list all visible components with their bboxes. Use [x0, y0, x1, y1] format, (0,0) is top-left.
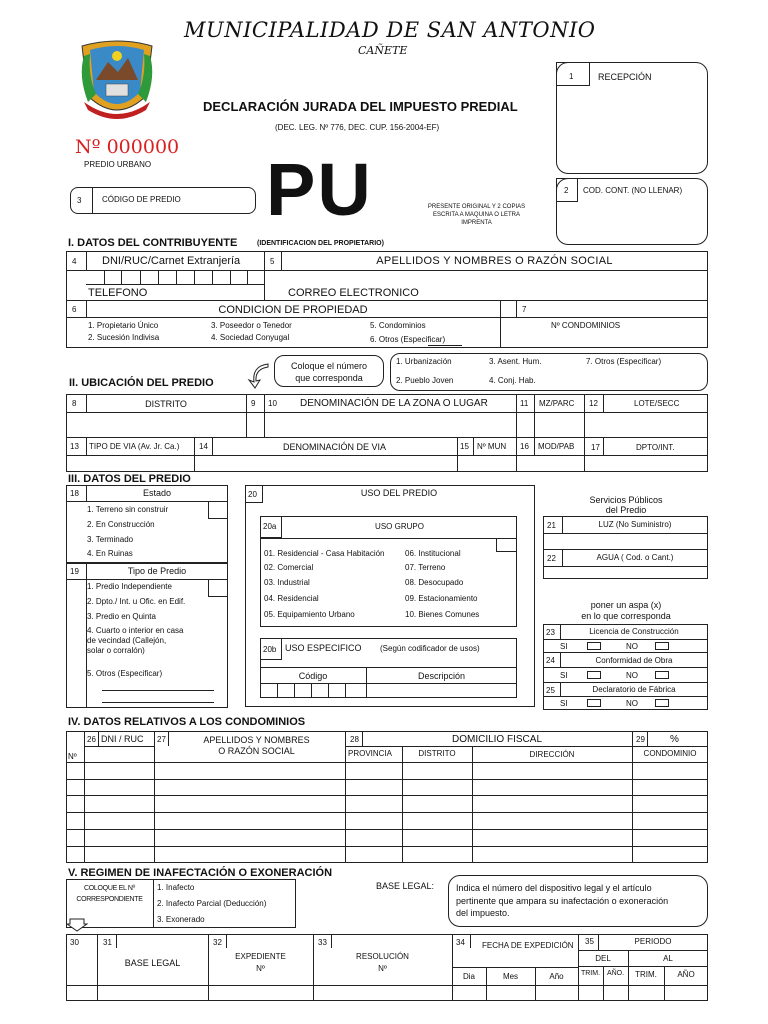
field-number-9: 9: [251, 399, 256, 408]
use-group-answer-box[interactable]: [496, 538, 517, 552]
field-number-6: 6: [72, 305, 77, 314]
conformity-yes-checkbox[interactable]: [587, 671, 601, 679]
municipal-crest-icon: [76, 36, 158, 126]
field-number-22: 22: [547, 554, 556, 563]
block-label: MZ/PARC: [539, 399, 575, 408]
curved-arrow-icon: [244, 360, 272, 390]
ownership-option-4: 4. Sociedad Conyugal: [211, 333, 290, 342]
work-conformity-label: Conformidad de Obra: [595, 656, 673, 665]
legal-base-label: BASE LEGAL:: [376, 881, 435, 891]
field-number-35: 35: [585, 937, 594, 946]
names-label: APELLIDOS Y NOMBRES O RAZÓN SOCIAL: [376, 255, 613, 267]
ownership-option-3: 3. Poseedor o Tenedor: [211, 321, 292, 330]
section-3-title: III. DATOS DEL PREDIO: [68, 473, 191, 485]
field-number-20b: 20b: [263, 645, 277, 654]
field-number-32: 32: [213, 938, 222, 947]
field-number-4: 4: [72, 257, 77, 266]
factory-declaration-label: Declaratorio de Fábrica: [592, 685, 676, 694]
field-number-10: 10: [268, 399, 277, 408]
state-label: Estado: [142, 488, 172, 498]
field-number-28: 28: [350, 735, 359, 744]
construction-license-label: Licencia de Construcción: [589, 627, 679, 636]
legal-base-column: BASE LEGAL: [124, 958, 181, 968]
field-number-26: 26: [87, 735, 96, 744]
specific-use-label: USO ESPECIFICO: [285, 643, 362, 653]
municipality-title: MUNICIPALIDAD DE SAN ANTONIO: [184, 18, 596, 42]
property-type-label: Tipo de Predio: [127, 566, 187, 576]
field-number-8: 8: [72, 399, 77, 408]
field-number-1: 1: [569, 72, 574, 81]
field-number-16: 16: [520, 442, 529, 451]
condos-label: Nº CONDOMINIOS: [551, 321, 621, 330]
ownership-option-2: 2. Sucesión Indivisa: [88, 333, 160, 342]
field-number-3: 3: [77, 196, 82, 205]
dni-label: DNI/RUC/Carnet Extranjería: [102, 255, 241, 267]
field-number-7: 7: [522, 305, 527, 314]
municipal-number-label: Nº MUN: [477, 442, 507, 451]
form-title: DECLARACIÓN JURADA DEL IMPUESTO PREDIAL: [203, 99, 518, 114]
field-number-18: 18: [70, 489, 79, 498]
via-type-label: TIPO DE VIA (Av. Jr. Ca.): [89, 442, 180, 451]
field-number-13: 13: [70, 442, 79, 451]
email-label: CORREO ELECTRONICO: [288, 287, 419, 299]
field-number-34: 34: [456, 938, 465, 947]
field-number-27: 27: [157, 735, 166, 744]
field-number-25: 25: [546, 686, 555, 695]
description-label: Descripción: [417, 671, 466, 681]
field-number-24: 24: [546, 656, 555, 665]
property-type: PREDIO URBANO: [84, 160, 152, 169]
field-number-23: 23: [546, 628, 555, 637]
declaration-no-checkbox[interactable]: [655, 699, 669, 707]
apt-label: DPTO/INT.: [636, 443, 675, 452]
condo-dni-label: DNI / RUC: [101, 734, 144, 744]
district-label: DISTRITO: [145, 399, 187, 409]
contributor-code-label: COD. CONT. (NO LLENAR): [583, 186, 683, 195]
license-no-checkbox[interactable]: [655, 642, 669, 650]
state-answer-box[interactable]: [208, 501, 228, 519]
fiscal-address-label: DOMICILIO FISCAL: [451, 734, 542, 745]
field-number-30: 30: [70, 938, 79, 947]
ownership-option-1: 1. Propietario Único: [88, 321, 159, 330]
mod-label: MOD/PAB: [538, 442, 575, 451]
electricity-label: LUZ (No Suministro): [598, 520, 672, 529]
water-label: AGUA ( Cod. o Cant.): [596, 553, 674, 562]
declaration-yes-checkbox[interactable]: [587, 699, 601, 707]
field-number-5: 5: [270, 257, 275, 266]
period-label: PERIODO: [634, 937, 672, 946]
instructions-box: PRESENTE ORIGINAL Y 2 COPIAS ESCRITA A MAQUINA O LETRA IMPRENTA: [427, 204, 526, 226]
province-name: CAÑETE: [358, 44, 408, 57]
conformity-no-checkbox[interactable]: [655, 671, 669, 679]
section-5-title: V. REGIMEN DE INAFECTACIÓN O EXONERACIÓN: [68, 867, 333, 879]
field-number-21: 21: [547, 521, 556, 530]
legal-reference: (DEC. LEG. Nº 776, DEC. CUP. 156-2004-EF): [275, 123, 440, 132]
field-number-11: 11: [520, 399, 529, 408]
field-number-20: 20: [248, 490, 257, 499]
field-number-33: 33: [318, 938, 327, 947]
form-number: Nº 000000: [75, 136, 180, 158]
section-2-title: II. UBICACIÓN DEL PREDIO: [69, 377, 214, 389]
field-number-12: 12: [589, 399, 598, 408]
property-use-label: USO DEL PREDIO: [360, 488, 438, 498]
down-arrow-icon: [66, 918, 88, 932]
property-code-label: CÓDIGO DE PREDIO: [102, 195, 181, 204]
zone-label: DENOMINACIÓN DE LA ZONA O LUGAR: [300, 398, 488, 409]
field-number-17: 17: [591, 443, 600, 452]
field-number-29: 29: [636, 735, 645, 744]
lot-label: LOTE/SECC: [634, 399, 680, 408]
field-number-31: 31: [103, 938, 112, 947]
field-number-20a: 20a: [263, 522, 277, 531]
field-number-15: 15: [460, 442, 469, 451]
ownership-option-5: 5. Condominios: [370, 321, 426, 330]
code-label: Código: [298, 671, 328, 681]
issue-date-label: FECHA DE EXPEDICIÓN: [482, 941, 574, 950]
via-name-label: DENOMINACIÓN DE VIA: [282, 442, 386, 452]
field-number-2: 2: [564, 186, 569, 195]
property-type-answer-box[interactable]: [208, 579, 228, 597]
section-4-title: IV. DATOS RELATIVOS A LOS CONDOMINIOS: [68, 716, 306, 728]
ownership-option-6: 6. Otros (Especificar): [370, 335, 446, 344]
use-group-label: USO GRUPO: [375, 522, 424, 531]
reception-label: RECEPCIÓN: [598, 72, 652, 82]
field-number-19: 19: [70, 567, 79, 576]
phone-label: TELEFONO: [88, 287, 148, 299]
condition-label: CONDICION DE PROPIEDAD: [218, 304, 368, 316]
section-1-title: I. DATOS DEL CONTRIBUYENTE: [68, 237, 238, 249]
form-code: PU: [266, 148, 373, 231]
license-yes-checkbox[interactable]: [587, 642, 601, 650]
specific-use-note: (Según codificador de usos): [380, 644, 480, 653]
section-1-subtitle: (IDENTIFICACION DEL PROPIETARIO): [257, 240, 384, 247]
field-number-14: 14: [199, 442, 208, 451]
